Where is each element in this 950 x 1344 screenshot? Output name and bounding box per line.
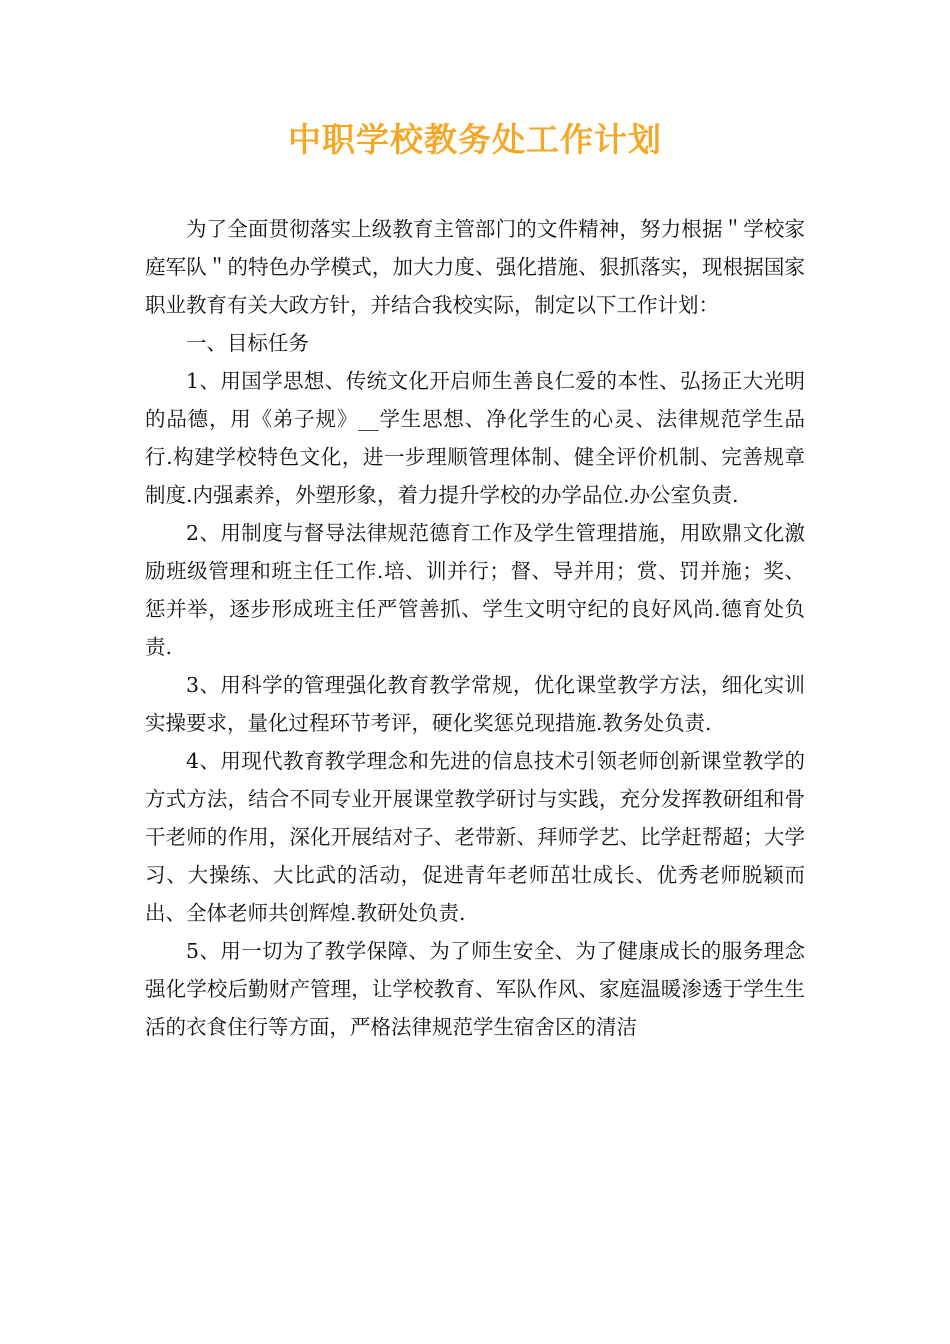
document-title: 中职学校教务处工作计划 bbox=[288, 120, 662, 159]
paragraph-intro: 为了全面贯彻落实上级教育主管部门的文件精神，努力根据＂学校家庭军队＂的特色办学模式，加大力度、强化措施、狠抓落实，现根据国家职业教育有关大政方针，并结合我校实际，制定以下工作计划： bbox=[145, 217, 805, 317]
document-body bbox=[145, 210, 805, 1046]
section-heading-goals: 一、目标任务 bbox=[186, 331, 309, 355]
paragraph-item-1: 1、用国学思想、传统文化开启师生善良仁爱的本性、弘扬正大光明的品德，用《弟子规》__学生思想、净化学生的心灵、法律规范学生品行.构建学校特色文化，进一步理顺管理体制、健全评价机制、完善规章制度.内强素养，外塑形象，着力提升学校的办学品位.办公室负责. bbox=[145, 369, 805, 507]
paragraph-item-5: 5、用一切为了教学保障、为了师生安全、为了健康成长的服务理念强化学校后勤财产管理，让学校教育、军队作风、家庭温暖渗透于学生生活的衣食住行等方面，严格法律规范学生宿舍区的清洁 bbox=[145, 939, 805, 1039]
paragraph-item-3: 3、用科学的管理强化教育教学常规，优化课堂教学方法，细化实训实操要求，量化过程环节考评，硬化奖惩兑现措施.教务处负责. bbox=[145, 673, 805, 735]
paragraph-item-2: 2、用制度与督导法律规范德育工作及学生管理措施，用欧鼎文化激励班级管理和班主任工作.培、训并行；督、导并用；赏、罚并施；奖、惩并举，逐步形成班主任严管善抓、学生文明守纪的良好风尚.德育处负责. bbox=[145, 521, 805, 659]
paragraph-item-4: 4、用现代教育教学理念和先进的信息技术引领老师创新课堂教学的方式方法，结合不同专业开展课堂教学研讨与实践，充分发挥教研组和骨干老师的作用，深化开展结对子、老带新、拜师学艺、比学赶帮超；大学习、大操练、大比武的活动，促进青年老师茁壮成长、优秀老师脱颖而出、全体老师共创辉煌.教研处负责. bbox=[145, 749, 805, 925]
